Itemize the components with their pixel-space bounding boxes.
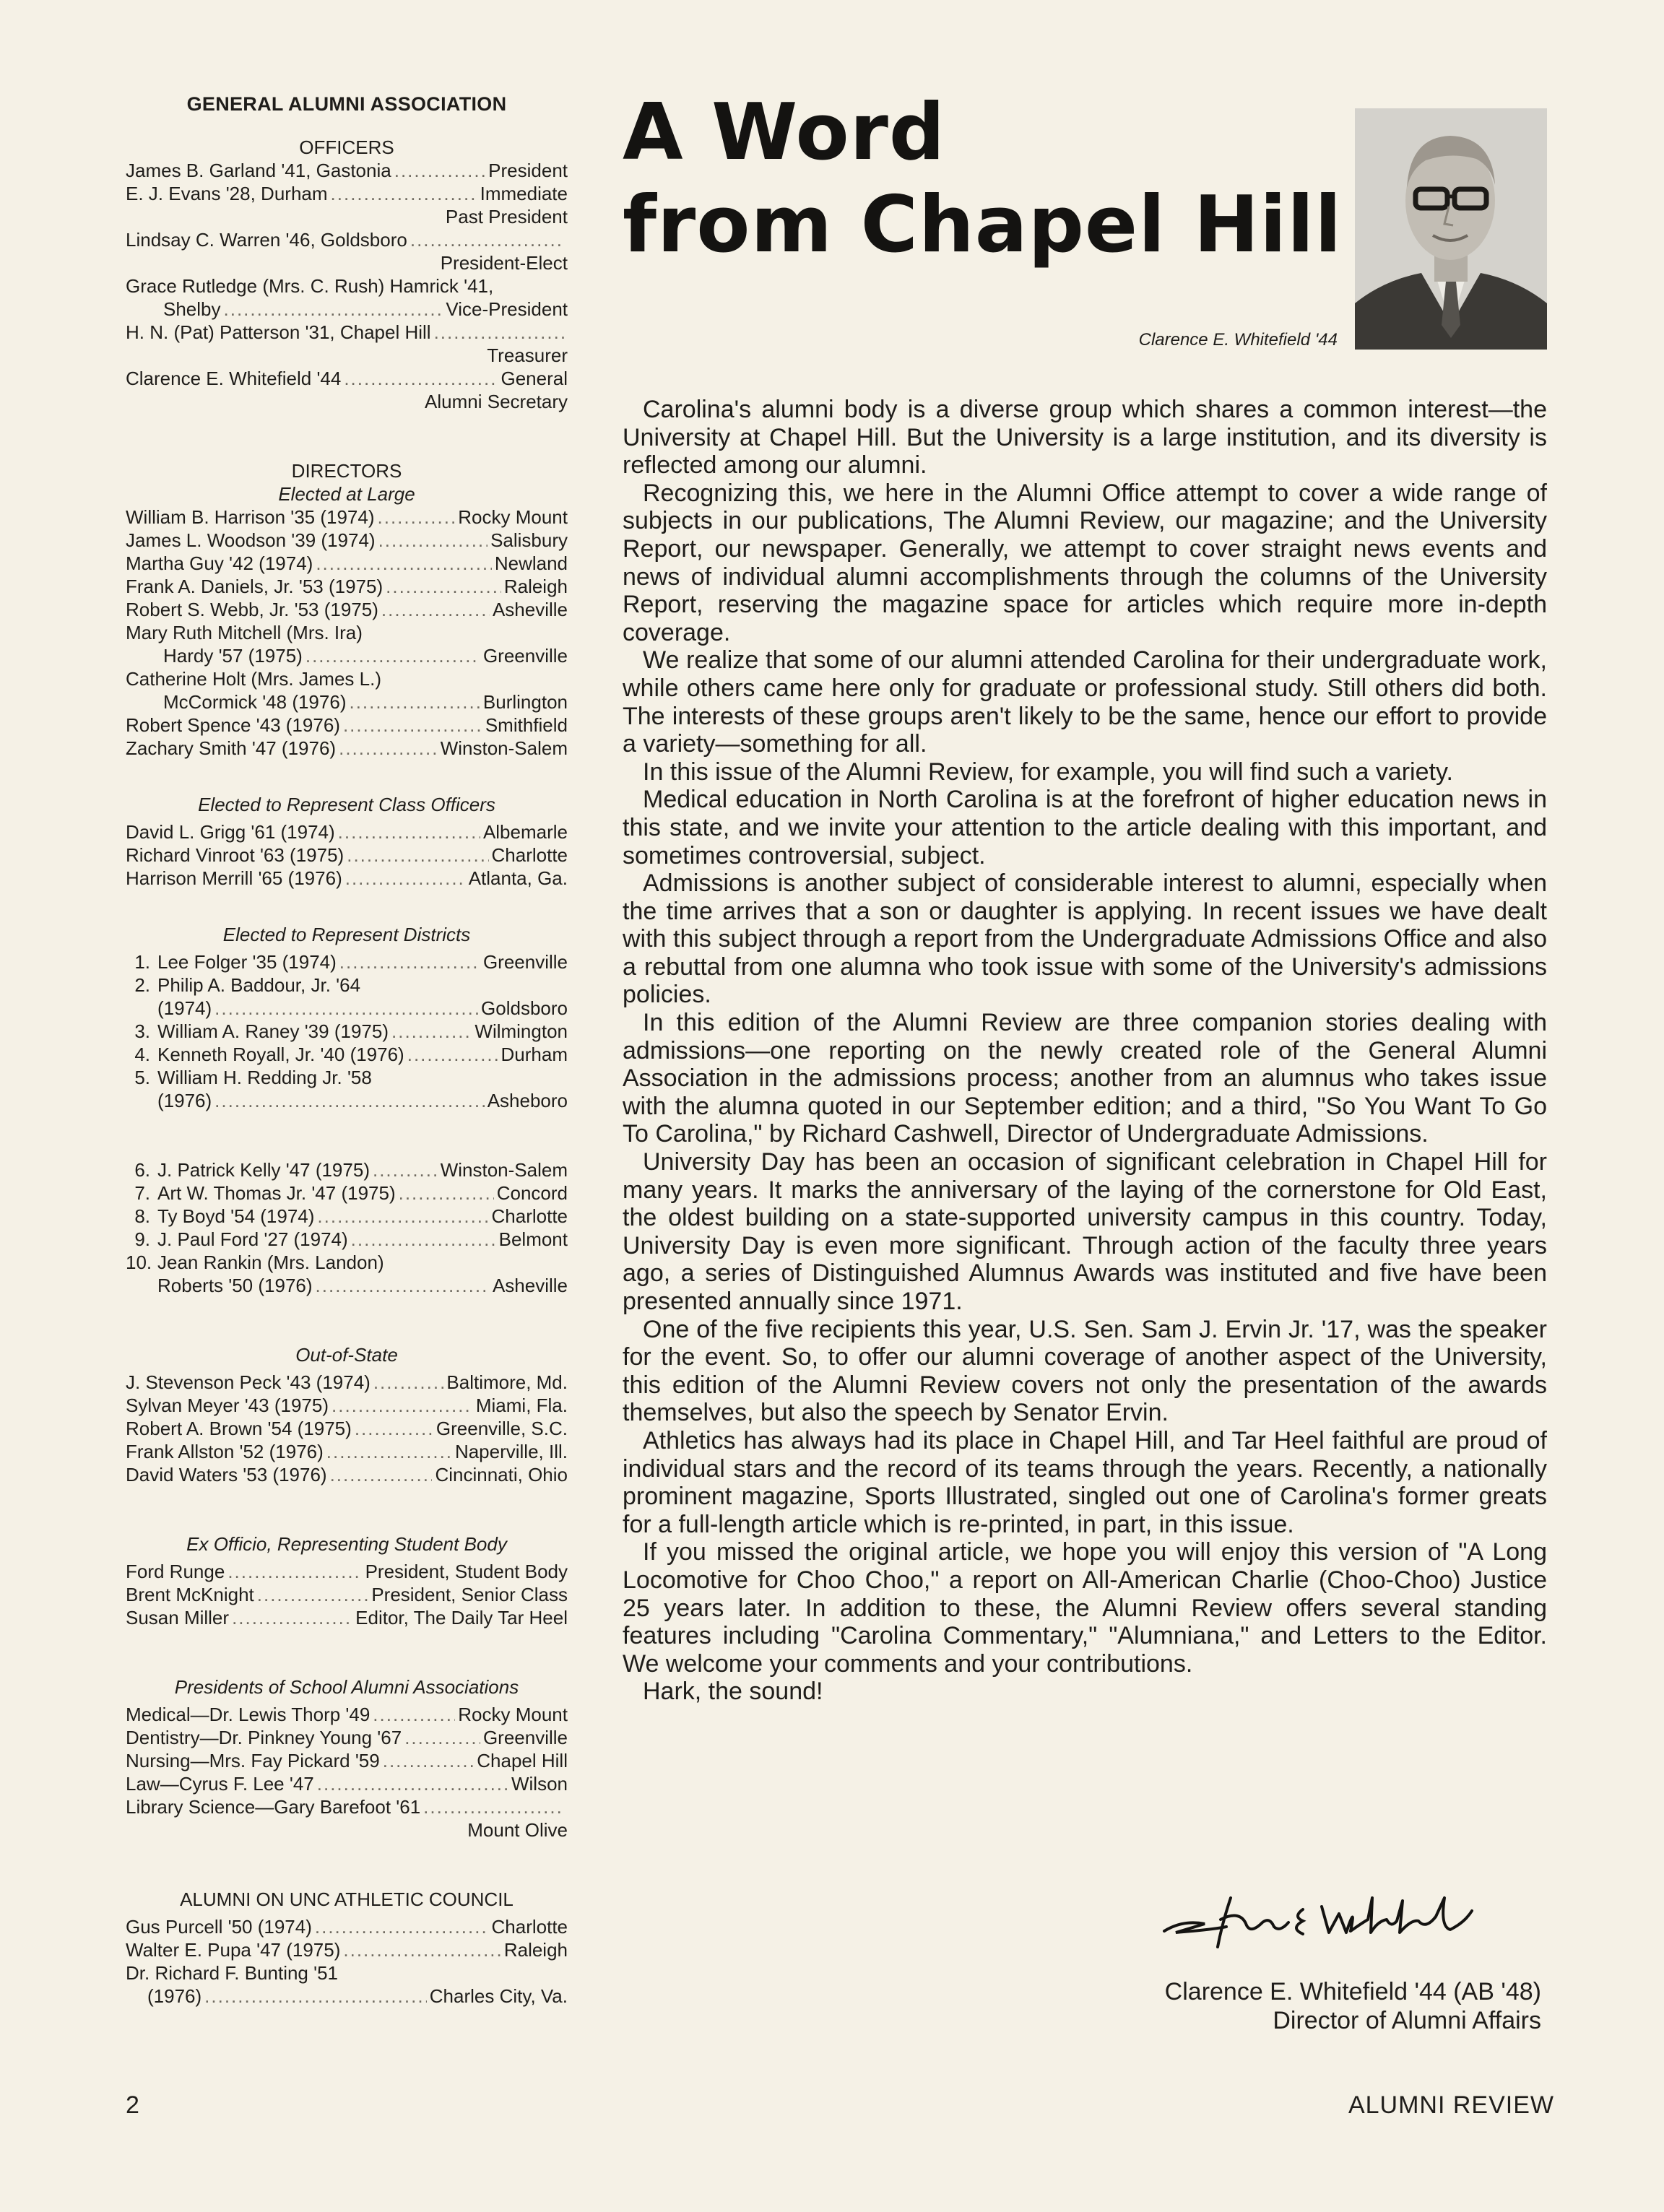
officer-entry: E. J. Evans '28, Durham ..... Immediate Past President: [126, 182, 568, 228]
class-officer-entry: Harrison Merrill '65 (1976) ..... Atlanta, Ga.: [126, 867, 568, 890]
ex-officio-entry: Susan Miller ..... Editor, The Daily Tar Heel: [126, 1606, 568, 1629]
article-body: [623, 396, 1547, 1706]
officer-entry: Clarence E. Whitefield '44 ..... General Alumni Secretary: [126, 367, 568, 413]
article-paragraph: If you missed the original article, we hope you will enjoy this version of "A Long Locomotive for Choo Choo," a report on All-American Charlie (Choo-Choo) Justice 25 years later. In addition to these, the Alumni Review offers several standing features including "Carolina Commentary," "Alumniana," and Letters to the Editor. We welcome your comments and your contributions.: [623, 1538, 1547, 1678]
article-headline: [623, 87, 1342, 272]
school-president-entry: Nursing—Mrs. Fay Pickard '59 ..... Chapel Hill: [126, 1749, 568, 1772]
article-paragraph: Carolina's alumni body is a diverse group which shares a common interest—the University at Chapel Hill. But the University is a large institution, and its diversity is reflected among our alumni.: [623, 396, 1547, 480]
article-paragraph: We realize that some of our alumni attended Carolina for their undergraduate work, while others came here only for graduate or professional study. Still others did both. The interests of these groups aren't likely to be the same, hence our effort to provide a variety—something for all.: [623, 646, 1547, 758]
out-of-state-entry: David Waters '53 (1976) ..... Cincinnati, Ohio: [126, 1463, 568, 1486]
director-entry: William B. Harrison '35 (1974) ..... Rocky Mount: [126, 506, 568, 529]
signer-title: Director of Alumni Affairs: [1273, 2007, 1541, 2034]
ex-officio-entry: Ford Runge ..... President, Student Body: [126, 1560, 568, 1583]
directors-heading: DIRECTORS: [291, 460, 402, 482]
director-entry: Zachary Smith '47 (1976) ..... Winston-Salem: [126, 737, 568, 760]
school-presidents-heading: Presidents of School Alumni Associations: [174, 1676, 519, 1698]
article-paragraph: Recognizing this, we here in the Alumni Office attempt to cover a wide range of subjects in our publications, The Alumni Review, our magazine; and the University Report, our newspaper. Generally, we attempt to cover straight news events and news of individual alumni accomplishments through the columns of the University Report, reserving the magazine space for articles which require more in-depth coverage.: [623, 479, 1547, 646]
article-paragraph: One of the five recipients this year, U.S. Sen. Sam J. Ervin Jr. '17, was the speaker for the event. So, to offer our alumni coverage of another aspect of the University, this edition of the Alumni Review covers not only the presentation of the awards themselves, but also the speech by Senator Ervin.: [623, 1315, 1547, 1427]
districts-list-continued: [126, 1158, 568, 1297]
article-paragraph: In this edition of the Alumni Review are three companion stories dealing with admissions—one reporting on the newly created role of the General Alumni Association in the admissions process; another from an alumnus who takes issue with the alumna quoted in our September edition; and a third, "So You Want To Go To Carolina," by Richard Cashwell, Director of Undergraduate Admissions.: [623, 1009, 1547, 1148]
ex-officio-list: [126, 1560, 568, 1629]
headline-line-1: A Word: [623, 87, 946, 178]
article-paragraph: Medical education in North Carolina is at the forefront of higher education news in this state, and we invite your attention to the article dealing with this important, and sometimes controversial, subject.: [623, 786, 1547, 869]
districts-heading: Elected to Represent Districts: [222, 924, 471, 945]
officers-heading: OFFICERS: [299, 136, 394, 158]
director-entry: Martha Guy '42 (1974) ..... Newland: [126, 552, 568, 575]
district-entry: 2. Philip A. Baddour, Jr. '64 (1974) ..... Goldsboro: [126, 973, 568, 1020]
masthead-column: [126, 92, 568, 2008]
officers-list: [126, 159, 568, 413]
directors-subheading: Elected at Large: [278, 483, 415, 505]
district-entry: 9. J. Paul Ford '27 (1974) ..... Belmont: [126, 1228, 568, 1251]
article-paragraph: Admissions is another subject of considerable interest to alumni, especially when the time arrives that a son or daughter is applying. In recent issues we have dealt with this subject through a report from the Undergraduate Admissions Office and also a rebuttal from one alumna who took issue with some of the University's admissions policies.: [623, 869, 1547, 1009]
out-of-state-entry: J. Stevenson Peck '43 (1974) ..... Baltimore, Md.: [126, 1371, 568, 1394]
signature-graphic: [1161, 1888, 1479, 1953]
article-paragraph: Athletics has always had its place in Chapel Hill, and Tar Heel faithful are proud of individual stars and the record of its teams through the years. Recently, a nationally prominent magazine, Sports Illustrated, singled out one of Carolina's former greats for a full-length article which is re-printed, in part, in this issue.: [623, 1426, 1547, 1538]
district-entry: 7. Art W. Thomas Jr. '47 (1975) ..... Concord: [126, 1181, 568, 1205]
author-portrait: [1355, 108, 1547, 350]
page-number: 2: [126, 2091, 139, 2119]
signer-name: Clarence E. Whitefield '44 (AB '48): [1164, 1978, 1541, 2005]
portrait-caption: Clarence E. Whitefield '44: [1138, 330, 1338, 350]
district-entry: 1. Lee Folger '35 (1974) ..... Greenville: [126, 950, 568, 973]
district-entry: 5. William H. Redding Jr. '58 (1976) ..... Asheboro: [126, 1066, 568, 1112]
class-officer-entry: David L. Grigg '61 (1974) ..... Albemarle: [126, 820, 568, 843]
article-paragraph: University Day has been an occasion of significant celebration in Chapel Hill for many years. It marks the anniversary of the laying of the cornerstone for Old East, the oldest building on a state-supported university campus in this country. Today, University Day is even more significant. Through action of the faculty three years ago, a series of Distinguished Alumnus Awards was instituted and five have been presented annually since 1971.: [623, 1148, 1547, 1315]
district-entry: 10. Jean Rankin (Mrs. Landon) Roberts '50 (1976) ..... Asheville: [126, 1251, 568, 1297]
ex-officio-entry: Brent McKnight ..... President, Senior Class: [126, 1583, 568, 1606]
district-entry: 3. William A. Raney '39 (1975) ..... Wilmington: [126, 1020, 568, 1043]
director-entry: Robert S. Webb, Jr. '53 (1975) ..... Asheville: [126, 598, 568, 621]
out-of-state-entry: Frank Allston '52 (1976) ..... Naperville, Ill.: [126, 1440, 568, 1463]
district-entry: 4. Kenneth Royall, Jr. '40 (1976) ..... Durham: [126, 1043, 568, 1066]
class-officers-heading: Elected to Represent Class Officers: [198, 794, 495, 815]
director-entry: Mary Ruth Mitchell (Mrs. Ira) Hardy '57 (1975) ..... Greenville: [126, 621, 568, 667]
district-entry: 8. Ty Boyd '54 (1974) ..... Charlotte: [126, 1205, 568, 1228]
director-entry: Frank A. Daniels, Jr. '53 (1975) ..... Raleigh: [126, 575, 568, 598]
headline-line-2: from Chapel Hill: [623, 180, 1343, 270]
handwritten-signature: [1161, 1888, 1479, 1956]
association-title: GENERAL ALUMNI ASSOCIATION: [186, 93, 507, 115]
athletic-council-heading: ALUMNI ON UNC ATHLETIC COUNCIL: [180, 1888, 514, 1910]
out-of-state-entry: Robert A. Brown '54 (1975) ..... Greenville, S.C.: [126, 1417, 568, 1440]
class-officers-list: [126, 820, 568, 890]
athletic-council-entry: Gus Purcell '50 (1974) ..... Charlotte: [126, 1915, 568, 1938]
athletic-council-entry: Walter E. Pupa '47 (1975) ..... Raleigh: [126, 1938, 568, 1961]
director-entry: Catherine Holt (Mrs. James L.) McCormick '48 (1976) ..... Burlington: [126, 667, 568, 714]
school-president-entry: Law—Cyrus F. Lee '47 ..... Wilson: [126, 1772, 568, 1795]
districts-list: [126, 950, 568, 1112]
running-title: ALUMNI REVIEW: [1348, 2091, 1554, 2119]
signer-block: [1083, 1977, 1541, 2035]
school-president-entry: Medical—Dr. Lewis Thorp '49 ..... Rocky Mount: [126, 1703, 568, 1726]
portrait-illustration: [1355, 108, 1547, 350]
closing-line: Hark, the sound!: [643, 1678, 823, 1706]
article-paragraph: In this issue of the Alumni Review, for example, you will find such a variety.: [643, 758, 1453, 786]
school-president-entry: Library Science—Gary Barefoot '61 ..... Mount Olive: [126, 1795, 568, 1842]
school-presidents-list: [126, 1703, 568, 1842]
director-entry: James L. Woodson '39 (1974) ..... Salisbury: [126, 529, 568, 552]
officer-entry: James B. Garland '41, Gastonia ..... President: [126, 159, 568, 182]
officer-entry: Grace Rutledge (Mrs. C. Rush) Hamrick '41, Shelby ..... Vice-President: [126, 274, 568, 321]
athletic-council-list: [126, 1915, 568, 2008]
out-of-state-list: [126, 1371, 568, 1486]
out-of-state-heading: Out-of-State: [295, 1344, 398, 1366]
officer-entry: H. N. (Pat) Patterson '31, Chapel Hill ..... Treasurer: [126, 321, 568, 367]
ex-officio-heading: Ex Officio, Representing Student Body: [186, 1533, 507, 1555]
school-president-entry: Dentistry—Dr. Pinkney Young '67 ..... Greenville: [126, 1726, 568, 1749]
officer-entry: Lindsay C. Warren '46, Goldsboro ..... President-Elect: [126, 228, 568, 274]
director-entry: Robert Spence '43 (1976) ..... Smithfield: [126, 714, 568, 737]
class-officer-entry: Richard Vinroot '63 (1975) ..... Charlotte: [126, 843, 568, 867]
district-entry: 6. J. Patrick Kelly '47 (1975) ..... Winston-Salem: [126, 1158, 568, 1181]
out-of-state-entry: Sylvan Meyer '43 (1975) ..... Miami, Fla.: [126, 1394, 568, 1417]
directors-list: [126, 506, 568, 760]
athletic-council-entry: Dr. Richard F. Bunting '51 (1976) ..... Charles City, Va.: [126, 1961, 568, 2008]
